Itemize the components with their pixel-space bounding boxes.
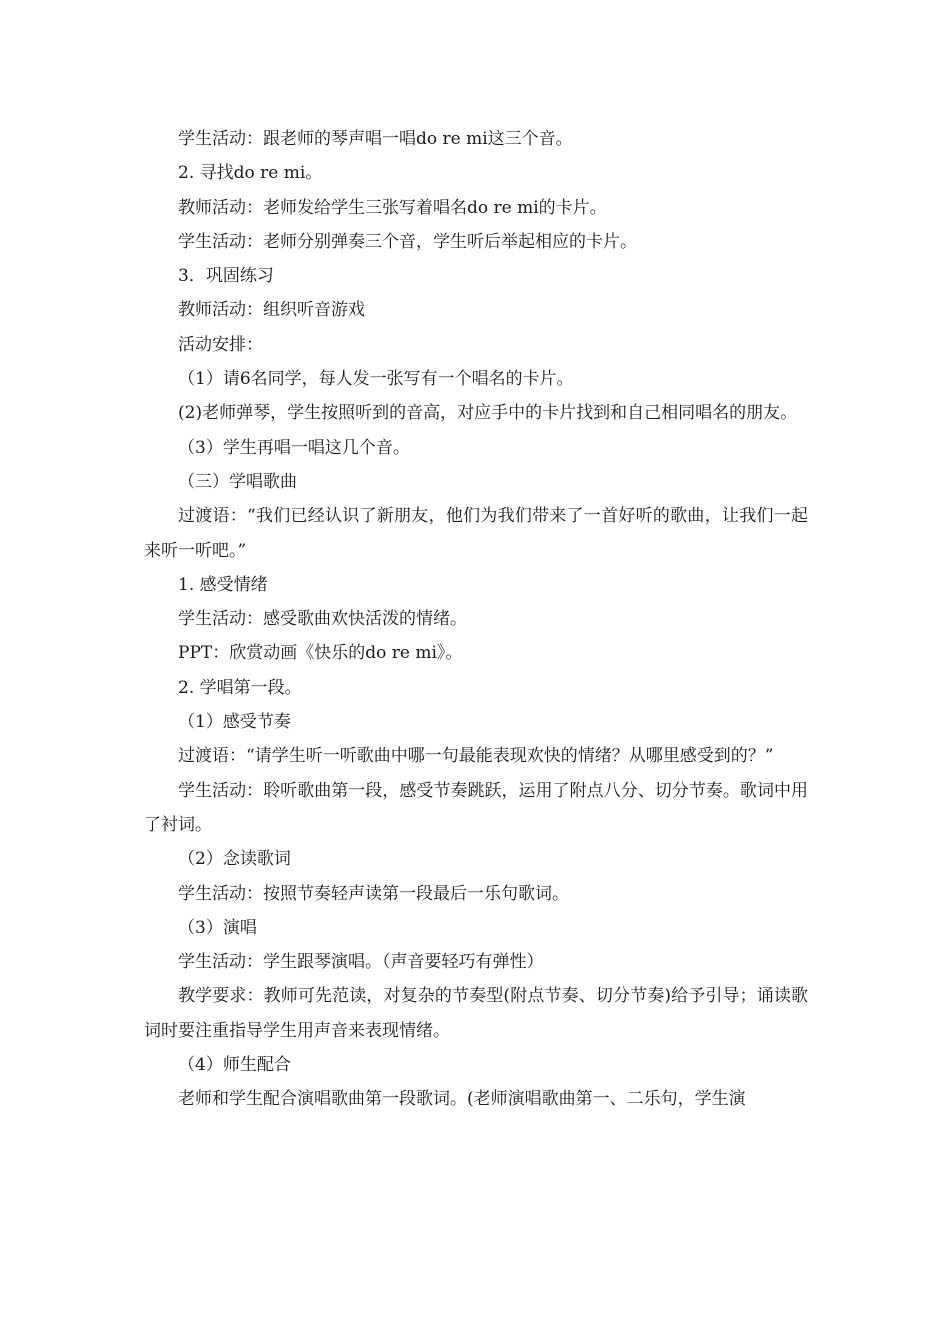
paragraph: 学生活动：学生跟琴演唱。（声音要轻巧有弹性） (178, 952, 544, 973)
paragraph: 老师和学生配合演唱歌曲第一段歌词。(老师演唱歌曲第一、二乐句，学生演 (178, 1089, 746, 1110)
sub-heading: （4）师生配合 (178, 1055, 291, 1076)
section-heading: 1. 感受情绪 (178, 574, 268, 595)
paragraph: 过渡语：“请学生听一听歌曲中哪一句最能表现欢快的情绪？从哪里感受到的？” (178, 746, 774, 767)
paragraph: 学生活动：老师分别弹奏三个音，学生听后举起相应的卡片。 (178, 231, 637, 252)
paragraph: 2. 寻找do re mi。 (178, 163, 323, 184)
paragraph: 教师活动：老师发给学生三张写着唱名do re mi的卡片。 (178, 197, 607, 218)
paragraph: PPT：欣赏动画《快乐的do re mi》。 (178, 643, 463, 664)
section-heading: 3．巩固练习 (178, 266, 274, 287)
paragraph: 教师活动：组织听音游戏 (178, 300, 365, 321)
list-item: （1）请6名同学，每人发一张写有一个唱名的卡片。 (178, 369, 574, 390)
paragraph: 学生活动：按照节奏轻声读第一段最后一乐句歌词。 (178, 883, 569, 904)
sub-heading: （2）念读歌词 (178, 849, 291, 870)
section-heading: （三）学唱歌曲 (178, 471, 297, 492)
paragraph: 活动安排： (178, 334, 263, 355)
paragraph: 教学要求：教师可先范读，对复杂的节奏型(附点节奏、切分节奏)给予引导；诵读歌词时要注重指导学生用声音来表现情绪。 (144, 986, 808, 1041)
section-heading: 2. 学唱第一段。 (178, 677, 302, 698)
list-item: （3）学生再唱一唱这几个音。 (178, 437, 410, 458)
paragraph: 学生活动：感受歌曲欢快活泼的情绪。 (178, 609, 467, 630)
document-body (144, 122, 808, 1117)
list-item: (2)老师弹琴，学生按照听到的音高，对应手中的卡片找到和自己相同唱名的朋友。 (178, 403, 798, 424)
sub-heading: （3）演唱 (178, 917, 257, 938)
paragraph: 学生活动：跟老师的琴声唱一唱do re mi这三个音。 (178, 129, 573, 149)
paragraph: 学生活动：聆听歌曲第一段，感受节奏跳跃，运用了附点八分、切分节奏。歌词中用了衬词。 (144, 780, 808, 835)
sub-heading: （1）感受节奏 (178, 712, 291, 733)
paragraph: 过渡语：“我们已经认识了新朋友，他们为我们带来了一首好听的歌曲，让我们一起来听一听吧。” (144, 506, 808, 561)
